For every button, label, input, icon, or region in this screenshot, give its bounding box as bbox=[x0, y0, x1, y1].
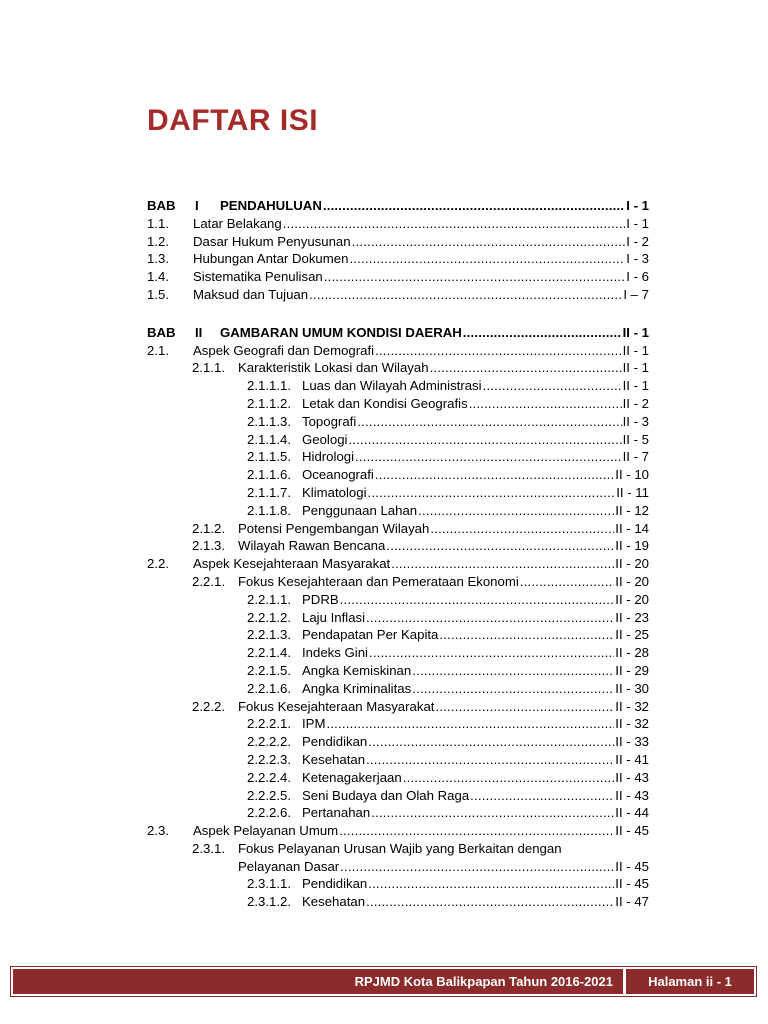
toc-entry-row[interactable] bbox=[147, 413, 649, 431]
toc-page-number: II - 7 bbox=[622, 449, 649, 465]
toc-label: Hubungan Antar Dokumen bbox=[193, 251, 349, 267]
toc-chapter-row[interactable] bbox=[147, 197, 649, 215]
toc-leader-dots bbox=[309, 286, 622, 304]
toc-entry-row[interactable] bbox=[147, 662, 649, 680]
toc-page-number: I - 3 bbox=[626, 251, 649, 267]
toc-page-number: II - 29 bbox=[615, 662, 649, 678]
toc-number: 2.1.1.4. bbox=[247, 431, 291, 447]
toc-label: Pertanahan bbox=[302, 805, 371, 821]
toc-number: 2.1.1.6. bbox=[247, 467, 291, 483]
toc-entry-row[interactable] bbox=[147, 359, 649, 377]
toc-leader-dots bbox=[430, 359, 622, 377]
toc-label: Klimatologi bbox=[302, 484, 367, 500]
toc-entry-row[interactable] bbox=[147, 875, 649, 893]
toc-entry-row[interactable] bbox=[147, 698, 649, 716]
toc-label: Dasar Hukum Penyusunan bbox=[193, 233, 351, 249]
toc-number: 1.2. bbox=[147, 233, 169, 249]
toc-leader-dots bbox=[430, 520, 614, 538]
toc-label: Letak dan Kondisi Geografis bbox=[302, 395, 468, 411]
toc-chapter-roman: II bbox=[195, 324, 203, 340]
toc-leader-dots bbox=[412, 662, 614, 680]
toc-number: 2.2.2.3. bbox=[247, 751, 291, 767]
toc-label: Kesehatan bbox=[302, 751, 366, 767]
toc-label: Wilayah Rawan Bencana bbox=[238, 538, 386, 554]
toc-number: 2.2. bbox=[147, 556, 169, 572]
toc-entry-row[interactable] bbox=[147, 644, 649, 662]
toc-entry-row[interactable] bbox=[147, 893, 649, 911]
toc-number: 2.1.2. bbox=[192, 520, 225, 536]
toc-entry-row[interactable] bbox=[147, 537, 649, 555]
toc-entry-row[interactable] bbox=[147, 609, 649, 627]
toc-page-number: II - 1 bbox=[622, 360, 649, 376]
toc-page-number: II - 43 bbox=[615, 787, 649, 803]
toc-entry-row[interactable] bbox=[147, 769, 649, 787]
toc-number: 1.3. bbox=[147, 251, 169, 267]
toc-leader-dots bbox=[469, 395, 622, 413]
toc-label: Laju Inflasi bbox=[302, 609, 366, 625]
toc-page-number: I - 6 bbox=[626, 269, 649, 285]
toc-page-number: II - 3 bbox=[622, 413, 649, 429]
toc-number: 2.1. bbox=[147, 342, 169, 358]
toc-page-number: II - 12 bbox=[615, 502, 649, 518]
toc-label: Luas dan Wilayah Administrasi bbox=[302, 378, 482, 394]
toc-leader-dots bbox=[375, 342, 622, 360]
toc-leader-dots bbox=[369, 644, 614, 662]
toc-label: Seni Budaya dan Olah Raga bbox=[302, 787, 470, 803]
toc-entry-row[interactable] bbox=[147, 751, 649, 769]
toc-number: 1.5. bbox=[147, 286, 169, 302]
toc-entry-row[interactable] bbox=[147, 573, 649, 591]
toc-number: 1.1. bbox=[147, 215, 169, 231]
toc-page-number: II - 1 bbox=[622, 342, 649, 358]
toc-leader-dots bbox=[483, 377, 622, 395]
toc-leader-dots bbox=[357, 413, 621, 431]
toc-number: 2.2.2.4. bbox=[247, 769, 291, 785]
toc-number: 2.1.1.7. bbox=[247, 484, 291, 500]
toc-label: Aspek Pelayanan Umum bbox=[193, 823, 339, 839]
toc-leader-dots bbox=[368, 484, 616, 502]
toc-number: 2.2.2.6. bbox=[247, 805, 291, 821]
toc-label: Aspek Geografi dan Demografi bbox=[193, 342, 375, 358]
toc-page-number: I - 1 bbox=[626, 215, 649, 231]
toc-entry-row[interactable] bbox=[147, 342, 649, 360]
toc-leader-dots bbox=[435, 698, 614, 716]
toc-page-number: I - 1 bbox=[626, 198, 649, 213]
toc-number: 2.3.1.2. bbox=[247, 894, 291, 910]
toc-label: IPM bbox=[302, 716, 326, 732]
toc-entry-row[interactable] bbox=[147, 484, 649, 502]
toc-chapter-roman: I bbox=[195, 198, 199, 213]
footer-document-title: RPJMD Kota Balikpapan Tahun 2016-2021 bbox=[13, 969, 623, 994]
toc-number: 2.2.2.1. bbox=[247, 716, 291, 732]
toc-label: Geologi bbox=[302, 431, 348, 447]
toc-entry-row[interactable] bbox=[147, 431, 649, 449]
toc-number: 2.1.1.1. bbox=[247, 378, 291, 394]
toc-page-number: II - 10 bbox=[615, 467, 649, 483]
toc-leader-dots bbox=[386, 537, 614, 555]
toc-leader-dots bbox=[326, 715, 614, 733]
toc-label: GAMBARAN UMUM KONDISI DAERAH bbox=[220, 324, 462, 340]
toc-number: 2.2.1.4. bbox=[247, 645, 291, 661]
toc-label: Maksud dan Tujuan bbox=[193, 286, 309, 302]
toc-entry-row[interactable] bbox=[147, 268, 649, 286]
toc-page-number: II - 20 bbox=[615, 591, 649, 607]
toc-label: Pendidikan bbox=[302, 734, 368, 750]
toc-page-number: II - 47 bbox=[615, 894, 649, 910]
toc-page-number: II - 23 bbox=[615, 609, 649, 625]
toc-entry-row[interactable] bbox=[147, 250, 649, 268]
toc-number: 2.2.1.1. bbox=[247, 591, 291, 607]
toc-page-number: II - 19 bbox=[615, 538, 649, 554]
toc-label: Pendapatan Per Kapita bbox=[302, 627, 439, 643]
toc-page-number: II - 41 bbox=[615, 751, 649, 767]
page-title: DAFTAR ISI bbox=[147, 104, 319, 137]
toc-leader-dots bbox=[470, 787, 614, 805]
toc-leader-dots bbox=[340, 591, 615, 609]
toc-number: 2.2.1.6. bbox=[247, 680, 291, 696]
toc-number: 2.3. bbox=[147, 823, 169, 839]
toc-label: Potensi Pengembangan Wilayah bbox=[238, 520, 430, 536]
toc-page-number: II - 1 bbox=[622, 378, 649, 394]
toc-label: Aspek Kesejahteraan Masyarakat bbox=[193, 556, 391, 572]
toc-label: Fokus Pelayanan Urusan Wajib yang Berkaitan dengan bbox=[238, 840, 562, 856]
toc-leader-dots bbox=[371, 804, 614, 822]
toc-page-number: II - 25 bbox=[615, 627, 649, 643]
toc-page-number: II - 2 bbox=[622, 395, 649, 411]
toc-label: Pendidikan bbox=[302, 876, 368, 892]
toc-label: Angka Kriminalitas bbox=[302, 680, 412, 696]
toc-label: Sistematika Penulisan bbox=[193, 269, 323, 285]
toc-label: Kesehatan bbox=[302, 894, 366, 910]
toc-leader-dots bbox=[283, 215, 626, 233]
toc-page-number: II - 1 bbox=[622, 324, 649, 340]
toc-number: 2.1.3. bbox=[192, 538, 225, 554]
toc-leader-dots bbox=[391, 555, 614, 573]
toc-entry-row[interactable] bbox=[147, 520, 649, 538]
toc-label: Penggunaan Lahan bbox=[302, 502, 418, 518]
toc-leader-dots bbox=[403, 769, 615, 787]
toc-leader-dots bbox=[412, 680, 614, 698]
toc-page-number: II - 32 bbox=[615, 716, 649, 732]
toc-entry-row[interactable] bbox=[147, 502, 649, 520]
toc-number: BAB bbox=[147, 198, 176, 213]
toc-entry-row[interactable] bbox=[147, 395, 649, 413]
toc-page-number: II - 14 bbox=[615, 520, 649, 536]
toc-number: 2.3.1.1. bbox=[247, 876, 291, 892]
toc-entry-row[interactable] bbox=[147, 715, 649, 733]
toc-number: 2.2.2.2. bbox=[247, 734, 291, 750]
toc-leader-dots bbox=[340, 858, 614, 876]
toc-entry-row[interactable] bbox=[147, 286, 649, 304]
toc-page-number: II - 32 bbox=[615, 698, 649, 714]
toc-page-number: II - 33 bbox=[615, 734, 649, 750]
toc-chapter-row[interactable] bbox=[147, 324, 649, 342]
toc-number: BAB bbox=[147, 324, 176, 340]
toc-page-number: I - 2 bbox=[626, 233, 649, 249]
toc-number: 2.2.2.5. bbox=[247, 787, 291, 803]
toc-number: 2.2.1.3. bbox=[247, 627, 291, 643]
toc-leader-dots bbox=[339, 822, 614, 840]
toc-number: 2.2.1.5. bbox=[247, 662, 291, 678]
toc-page-number: II - 43 bbox=[615, 769, 649, 785]
toc-label: Indeks Gini bbox=[302, 645, 368, 661]
toc-page-number: II - 44 bbox=[615, 805, 649, 821]
toc-number: 2.1.1.2. bbox=[247, 395, 291, 411]
toc-leader-dots bbox=[418, 502, 614, 520]
toc-number: 2.1.1.8. bbox=[247, 502, 291, 518]
toc-label: Topografi bbox=[302, 413, 357, 429]
toc-page-number: II - 20 bbox=[615, 573, 649, 589]
toc-entry-row[interactable] bbox=[147, 804, 649, 822]
toc-leader-dots bbox=[323, 197, 625, 215]
footer-page-number: Halaman ii - 1 bbox=[626, 969, 754, 994]
toc-page-number: II - 30 bbox=[615, 680, 649, 696]
toc-entry-row[interactable] bbox=[147, 555, 649, 573]
toc-entry-row[interactable] bbox=[147, 233, 649, 251]
toc-number: 2.2.1.2. bbox=[247, 609, 291, 625]
toc-entry-row[interactable] bbox=[147, 448, 649, 466]
toc-label: PENDAHULUAN bbox=[220, 198, 322, 213]
toc-leader-dots bbox=[463, 324, 622, 342]
toc-page-number: II - 20 bbox=[615, 556, 649, 572]
footer bbox=[10, 966, 757, 997]
toc-label: PDRB bbox=[302, 591, 339, 607]
toc-label: Oceanografi bbox=[302, 467, 374, 483]
toc-page-number: II - 11 bbox=[616, 484, 649, 500]
toc-number: 2.2.2. bbox=[192, 698, 225, 714]
toc-leader-dots bbox=[366, 751, 614, 769]
toc-leader-dots bbox=[366, 609, 614, 627]
toc-label: Angka Kemiskinan bbox=[302, 662, 412, 678]
toc-leader-dots bbox=[368, 875, 614, 893]
toc-leader-dots bbox=[324, 268, 626, 286]
toc-entry-row[interactable] bbox=[147, 840, 649, 858]
toc-label: Fokus Kesejahteraan dan Pemerataan Ekonomi bbox=[238, 573, 519, 589]
toc-page-number: II - 45 bbox=[615, 858, 649, 874]
toc-entry-row[interactable] bbox=[147, 733, 649, 751]
toc-leader-dots bbox=[368, 733, 614, 751]
toc-label: Fokus Kesejahteraan Masyarakat bbox=[238, 698, 435, 714]
toc-label: Hidrologi bbox=[302, 449, 355, 465]
toc-label: Pelayanan Dasar bbox=[238, 858, 340, 874]
toc-entry-row[interactable] bbox=[147, 591, 649, 609]
toc-leader-dots bbox=[352, 233, 626, 251]
toc-leader-dots bbox=[375, 466, 614, 484]
toc-number: 2.2.1. bbox=[192, 573, 225, 589]
toc-label: Ketenagakerjaan bbox=[302, 769, 402, 785]
toc-entry-row[interactable] bbox=[147, 680, 649, 698]
toc-page-number: II - 28 bbox=[615, 645, 649, 661]
toc-label: Latar Belakang bbox=[193, 215, 282, 231]
toc-leader-dots bbox=[366, 893, 614, 911]
toc-leader-dots bbox=[439, 626, 614, 644]
toc-entry-row[interactable] bbox=[147, 377, 649, 395]
toc-page-number: II - 45 bbox=[615, 876, 649, 892]
table-of-contents bbox=[147, 197, 649, 911]
toc-entry-row[interactable] bbox=[147, 822, 649, 840]
toc-leader-dots bbox=[520, 573, 615, 591]
toc-entry-row[interactable] bbox=[147, 787, 649, 805]
toc-leader-dots bbox=[355, 448, 622, 466]
toc-number: 1.4. bbox=[147, 269, 169, 285]
toc-page-number: II - 45 bbox=[615, 823, 649, 839]
toc-entry-row[interactable] bbox=[147, 626, 649, 644]
toc-number: 2.1.1.3. bbox=[247, 413, 291, 429]
toc-page-number: II - 5 bbox=[622, 431, 649, 447]
toc-entry-row[interactable] bbox=[147, 215, 649, 233]
toc-entry-row[interactable] bbox=[147, 858, 649, 876]
toc-entry-row[interactable] bbox=[147, 466, 649, 484]
toc-number: 2.3.1. bbox=[192, 840, 225, 856]
toc-label: Karakteristik Lokasi dan Wilayah bbox=[238, 360, 429, 376]
toc-number: 2.1.1.5. bbox=[247, 449, 291, 465]
toc-number: 2.1.1. bbox=[192, 360, 225, 376]
toc-leader-dots bbox=[349, 250, 625, 268]
toc-leader-dots bbox=[348, 431, 621, 449]
toc-page-number: I – 7 bbox=[623, 286, 649, 302]
